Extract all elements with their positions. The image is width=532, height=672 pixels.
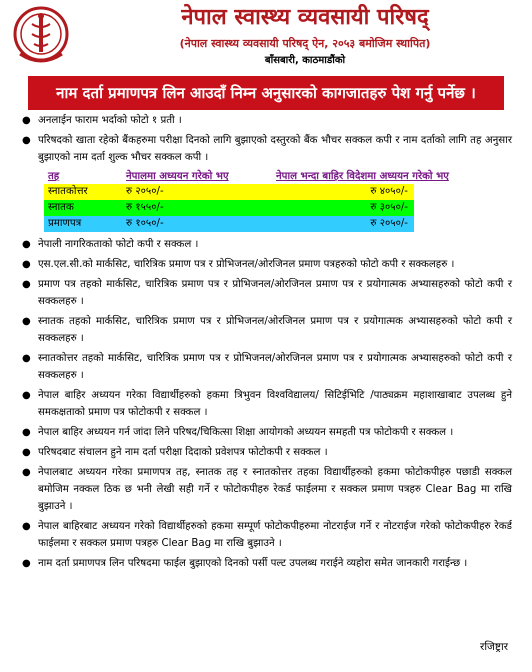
- fee-table: [44, 169, 449, 232]
- list-item: ● प्रमाण पत्र तहको मार्कसिट, चारित्रिक प्रमाण पत्र र प्रोभिजनल/ओरजिनल प्रमाण पत्र र प्रयोगात्मक अभ्यासहरुको फोटो कपी र सक्कलहरु ।: [18, 276, 512, 310]
- fee-header-nepal: नेपालमा अध्ययन गरेको भए: [126, 171, 229, 182]
- bullet-icon: ●: [22, 279, 31, 290]
- bullet-icon: ●: [22, 558, 31, 569]
- nhpc-emblem-icon: [12, 4, 70, 68]
- notice-banner: नाम दर्ता प्रमाणपत्र लिन आउदाँ निम्न अनुसारको कागजातहरु पेश गर्नु पर्नेछ ।: [28, 76, 504, 110]
- bullet-icon: ●: [22, 353, 31, 364]
- fee-row: [44, 216, 414, 232]
- fee-abroad: रु २०५०/-: [370, 218, 408, 229]
- org-address: बाँसबारी, काठमाडौंको: [264, 55, 346, 66]
- org-subtitle: (नेपाल स्वास्थ्य व्यवसायी परिषद् ऐन, २०५३ बमोजिम स्थापित): [179, 37, 431, 50]
- fee-abroad: रु ४०५०/-: [370, 186, 408, 197]
- bullet-icon: ●: [22, 427, 31, 438]
- bullet-icon: ●: [22, 259, 31, 270]
- list-item: ● एस.एल.सी.को मार्कसिट, चारित्रिक प्रमाण पत्र र प्रोभिजनल/ओरजिनल प्रमाण पत्रहरुको फोटो कपी र सक्कलहरु ।: [18, 256, 512, 273]
- list-item: ● स्नातक तहको मार्कसिट, चारित्रिक प्रमाण पत्र र प्रोभिजनल/ओरजिनल प्रमाण पत्र र प्रयोगात्मक अभ्यासहरुको फोटो कपी र सक्कलहरु ।: [18, 313, 512, 347]
- bullet-icon: ●: [22, 135, 31, 146]
- list-item: ● नेपाल बाहिर अध्ययन गरेका विद्यार्थीहरुको हकमा त्रिभुवन विश्वविद्यालय/ सिटिईभिटि /पाठ्यक्रम महाशाखाबाट उपलब्ध हुने समकक्षताको प्रमाण पत्र फोटोकपी र सक्कल ।: [18, 387, 512, 421]
- fee-table-header: [44, 169, 449, 184]
- bullet-icon: ●: [22, 316, 31, 327]
- fee-level: स्नातक: [48, 202, 74, 213]
- list-item: ● नेपाली नागरिकताको फोटो कपी र सक्कल ।: [18, 236, 512, 253]
- bullet-icon: ●: [22, 239, 31, 250]
- list-item: ● नाम दर्ता प्रमाणपत्र लिन परिषदमा फाईल बुझाएको दिनको पर्सी पल्ट उपलब्ध गराईने व्यहोरा समेत जानकारी गराईन्छ ।: [18, 555, 512, 572]
- requirements-list: [18, 112, 512, 575]
- list-item: ● नेपालबाट अध्ययन गरेका प्रमाणपत्र तह, स्नातक तह र स्नातकोत्तर तहका विद्यार्थीहरुको हकमा फोटोकपीहरु पछाडी सक्कल बमोजिम नक्कल ठिक छ भनी लेखी सही गर्ने र फोटोकपीहरु रेकर्ड फाईलमा र सक्कल प्रमाण पत्रहरु Clear Bag मा राखि बुझाउने ।: [18, 464, 512, 515]
- list-item: ● अनलाईन फाराम भर्दाको फोटो १ प्रती ।: [18, 112, 512, 129]
- list-item: ● परिषदको खाता रहेको बैंकहरुमा परीक्षा दिनको लागि बुझाएको दस्तुरको बैंक भौचर सक्कल कपी र नाम दर्ताको लागि तह अनुसार बुझाएको नाम दर्ता शुल्क भौचर सक्कल कपी ।: [18, 132, 512, 166]
- bullet-icon: ●: [22, 467, 31, 478]
- bullet-icon: ●: [22, 521, 31, 532]
- list-item: ● स्नातकोत्तर तहको मार्कसिट, चारित्रिक प्रमाण पत्र र प्रोभिजनल/ओरजिनल प्रमाण पत्र र प्रयोगात्मक अभ्यासहरुको फोटो कपी र सक्कलहरु ।: [18, 350, 512, 384]
- fee-nepal: रु १०५०/-: [126, 218, 164, 229]
- fee-header-level: तह: [48, 171, 60, 182]
- bullet-icon: ●: [22, 447, 31, 458]
- fee-level: स्नातकोत्तर: [48, 186, 88, 197]
- list-item: ● नेपाल बाहिरबाट अध्ययन गरेको विद्यार्थीहरुको हकमा सम्पूर्ण फोटोकपीहरुमा नोटराईज गर्ने र नोटराईज गरेको फोटोकपीहरु रेकर्ड फाईलमा र सक्कल प्रमाण पत्रहरु Clear Bag मा राखि बुझाउने ।: [18, 518, 512, 552]
- bullet-icon: ●: [22, 390, 31, 401]
- fee-nepal: रु २०५०/-: [126, 186, 164, 197]
- list-item: ● नेपाल बाहिर अध्ययन गर्न जांदा लिने परिषद/चिकित्सा शिक्षा आयोगको अध्ययन समहती पत्र फोटोकपी र सक्कल ।: [18, 424, 512, 441]
- fee-row: [44, 184, 414, 200]
- fee-nepal: रु १५५०/-: [126, 202, 164, 213]
- registrar-signature: रजिष्ट्रार: [480, 641, 508, 653]
- org-name: नेपाल स्वास्थ्य व्यवसायी परिषद्: [181, 5, 429, 30]
- bullet-icon: ●: [22, 115, 31, 126]
- list-item: ● परिषदबाट संचालन हुने नाम दर्ता परीक्षा दिदाको प्रवेशपत्र फोटोकपी र सक्कल ।: [18, 444, 512, 461]
- fee-level: प्रमाणपत्र: [48, 218, 82, 229]
- header: [0, 0, 532, 80]
- fee-row: [44, 200, 414, 216]
- fee-header-abroad: नेपाल भन्दा बाहिर विदेशमा अध्ययन गरेको भए: [276, 171, 449, 182]
- fee-abroad: रु ३०५०/-: [370, 202, 408, 213]
